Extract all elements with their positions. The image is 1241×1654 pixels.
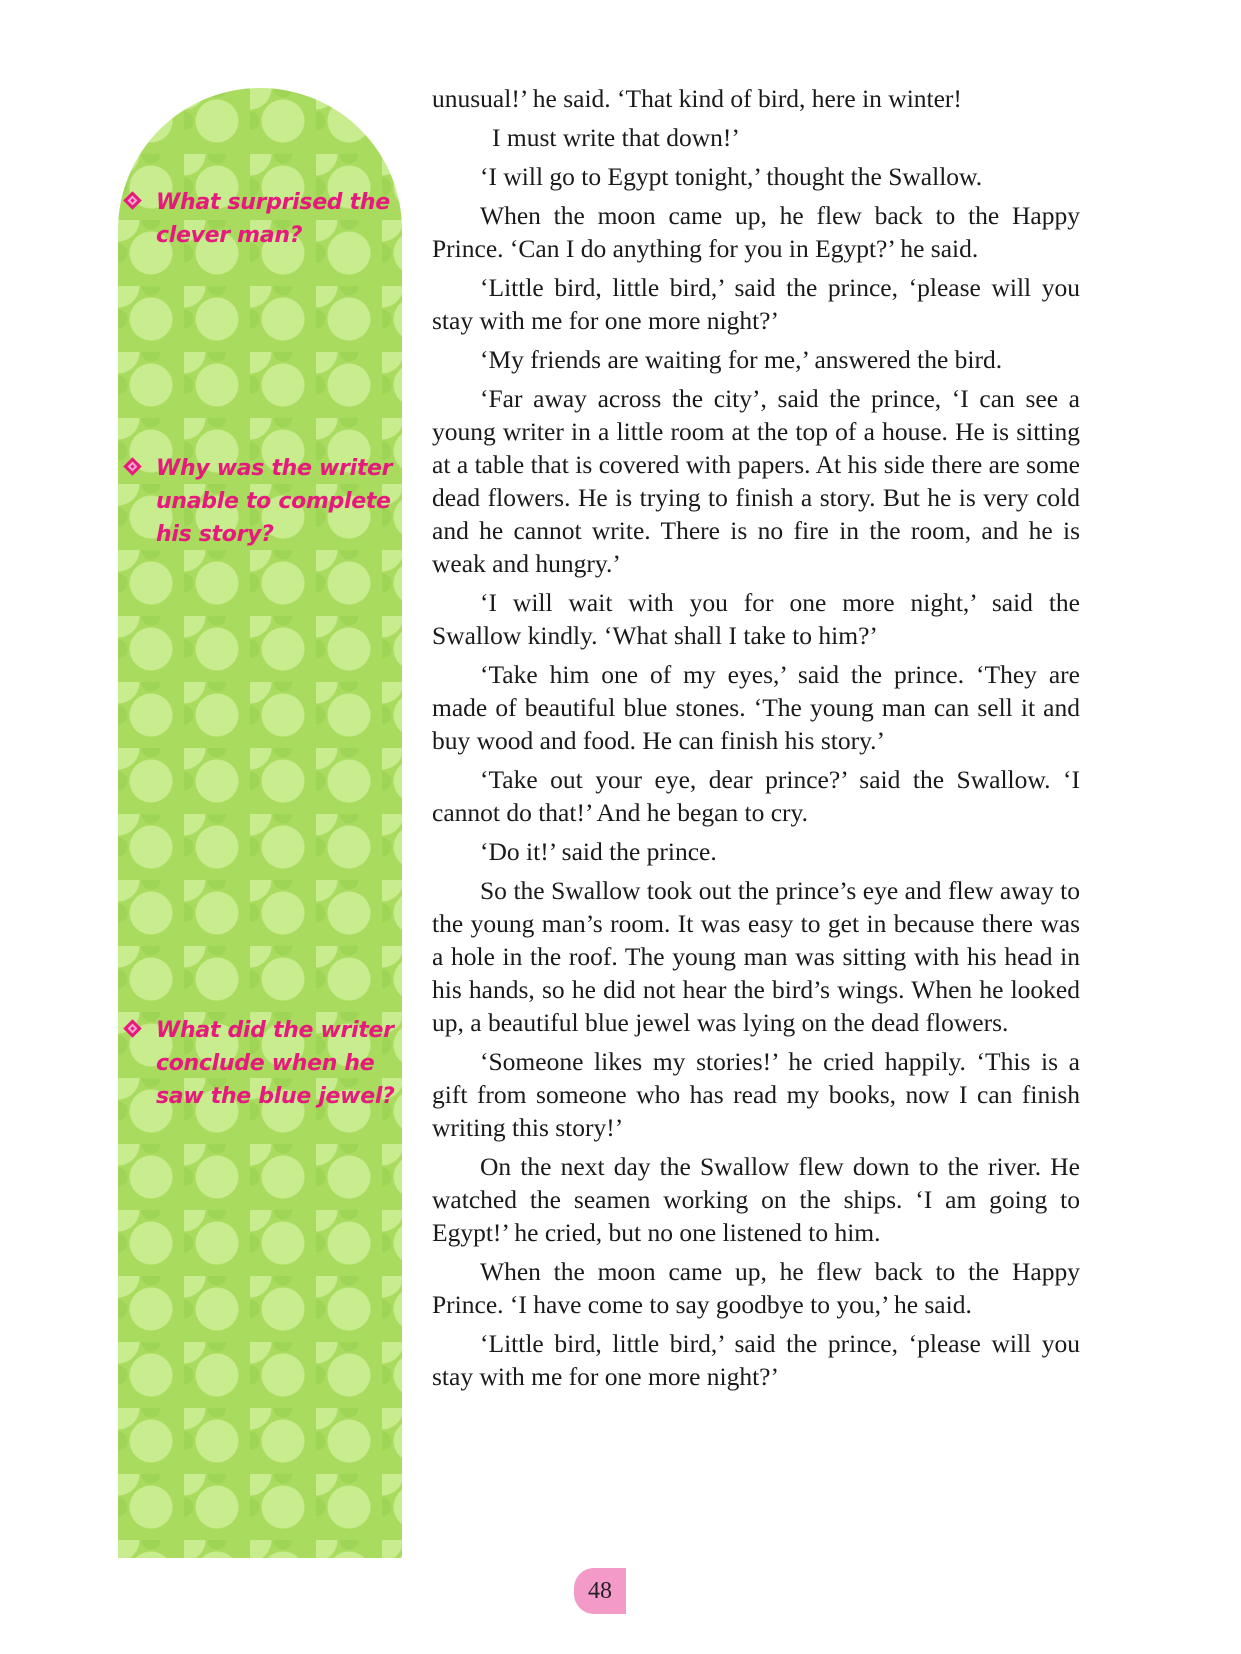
sidebar-question-text: Why was the writer unable to complete his story? bbox=[156, 456, 393, 547]
story-text bbox=[432, 82, 1080, 1399]
story-paragraph: ‘Little bird, little bird,’ said the prince, ‘please will you stay with me for one more night?’ bbox=[432, 273, 1080, 335]
story-paragraph: ‘I will wait with you for one more night,’ said the Swallow kindly. ‘What shall I take to him?’ bbox=[432, 588, 1080, 650]
story-paragraph: ‘Take him one of my eyes,’ said the prince. ‘They are made of beautiful blue stones. ‘The young man can sell it and buy wood and food. He can finish his story.’ bbox=[432, 660, 1080, 755]
story-paragraph: I must write that down!’ bbox=[492, 123, 740, 152]
story-paragraph: ‘Take out your eye, dear prince?’ said the Swallow. ‘I cannot do that!’ And he began to cry. bbox=[432, 765, 1080, 827]
sidebar-question-text: What did the writer conclude when he saw the blue jewel? bbox=[156, 1018, 395, 1109]
sidebar-question-text: What surprised the clever man? bbox=[156, 190, 390, 248]
story-paragraph: ‘My friends are waiting for me,’ answered the bird. bbox=[480, 345, 1003, 374]
question-sidebar bbox=[118, 88, 402, 1558]
diamond-bullet-icon bbox=[123, 457, 141, 475]
story-paragraph: ‘Someone likes my stories!’ he cried happily. ‘This is a gift from someone who has read my books, now I can finish writing this story!’ bbox=[432, 1047, 1080, 1142]
sidebar-question bbox=[118, 186, 402, 252]
sidebar-question bbox=[118, 452, 402, 551]
story-paragraph: ‘Far away across the city’, said the prince, ‘I can see a young writer in a little room at the top of a house. He is sitting at a table that is covered with papers. At his side there are some dead flowers. He is trying to finish a story. But he is very cold and he cannot write. There is no fire in the room, and he is weak and hungry.’ bbox=[432, 384, 1080, 578]
story-paragraph: ‘Do it!’ said the prince. bbox=[480, 837, 717, 866]
story-paragraph: On the next day the Swallow flew down to the river. He watched the seamen working on the ships. ‘I am going to Egypt!’ he cried, but no one listened to him. bbox=[432, 1152, 1080, 1247]
story-paragraph: unusual!’ he said. ‘That kind of bird, here in winter! bbox=[432, 84, 962, 113]
sidebar-question bbox=[118, 1014, 402, 1113]
diamond-bullet-icon bbox=[123, 191, 141, 209]
story-paragraph: ‘Little bird, little bird,’ said the prince, ‘please will you stay with me for one more night?’ bbox=[432, 1329, 1080, 1391]
story-paragraph: When the moon came up, he flew back to the Happy Prince. ‘Can I do anything for you in Egypt?’ he said. bbox=[432, 201, 1080, 263]
diamond-bullet-icon bbox=[123, 1019, 141, 1037]
story-paragraph: ‘I will go to Egypt tonight,’ thought the Swallow. bbox=[480, 162, 983, 191]
story-paragraph: When the moon came up, he flew back to the Happy Prince. ‘I have come to say goodbye to you,’ he said. bbox=[432, 1257, 1080, 1319]
story-paragraph: So the Swallow took out the prince’s eye and flew away to the young man’s room. It was easy to get in because there was a hole in the roof. The young man was sitting with his head in his hands, so he did not hear the bird’s wings. When he looked up, a beautiful blue jewel was lying on the dead flowers. bbox=[432, 876, 1080, 1037]
page-number: 48 bbox=[574, 1568, 626, 1614]
